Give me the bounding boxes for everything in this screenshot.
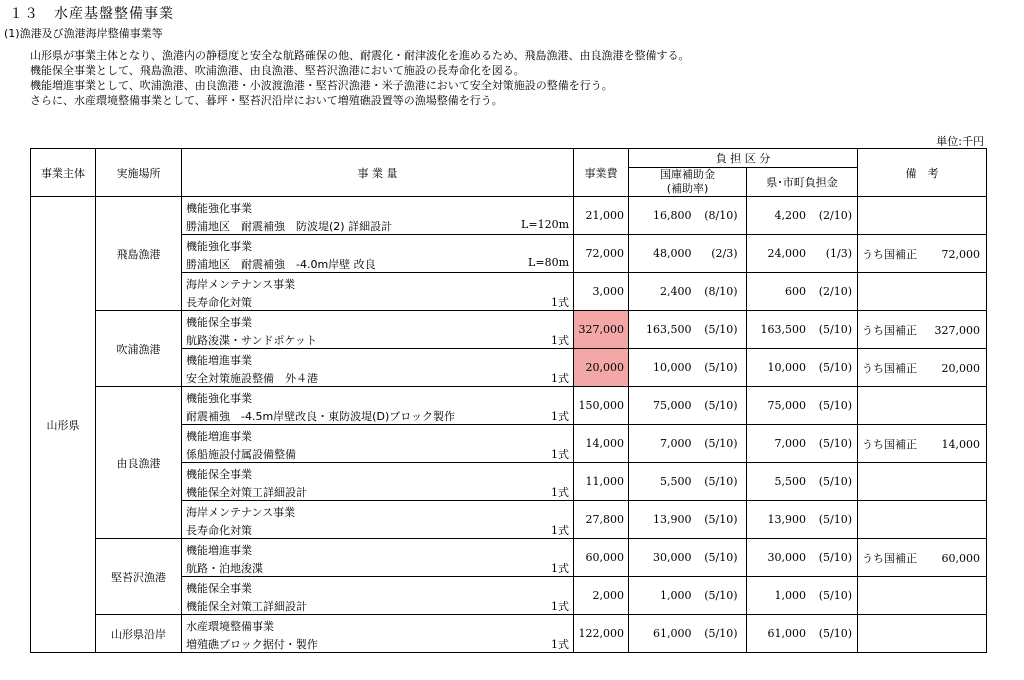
- header-prefectural: 県･市町負担金: [747, 168, 858, 197]
- remarks-label: うち国補正: [862, 551, 917, 565]
- work-quantity: L=80m: [528, 255, 569, 269]
- work-content: [182, 388, 573, 424]
- prefectural-amount: 1,000: [774, 589, 806, 602]
- work-detail: 勝浦地区 耐震補強 防波堤(2) 詳細設計: [186, 219, 393, 233]
- table-row: [31, 387, 987, 425]
- national-subsidy-cell: [629, 349, 747, 387]
- intro-line: 機能保全事業として、飛島漁港、吹浦漁港、由良漁港、堅苔沢漁港において施設の長寿命化を図る。: [30, 64, 525, 77]
- header-cost: 事業費: [574, 149, 629, 197]
- work-category: 海岸メンテナンス事業: [186, 277, 296, 291]
- national-rate: (8/10): [704, 209, 738, 222]
- prefectural-amount: 61,000: [767, 627, 806, 640]
- location-cell: 堅苔沢漁港: [96, 539, 182, 615]
- national-rate: (5/10): [704, 323, 738, 336]
- national-amount: 48,000: [653, 247, 692, 260]
- work-detail: 長寿命化対策: [186, 295, 252, 309]
- location-cell: 由良漁港: [96, 387, 182, 539]
- work-cell: [182, 311, 574, 349]
- prefectural-rate: (5/10): [818, 437, 852, 450]
- remarks-cell: [858, 615, 987, 653]
- work-cell: [182, 539, 574, 577]
- prefectural-rate: (5/10): [818, 513, 852, 526]
- national-subsidy-cell: [629, 387, 747, 425]
- national-subsidy-cell: [629, 615, 747, 653]
- prefectural-burden-cell: [747, 349, 858, 387]
- national-rate: (8/10): [704, 285, 738, 298]
- national-rate: (5/10): [704, 551, 738, 564]
- prefectural-amount: 5,500: [774, 475, 806, 488]
- work-detail: 機能保全対策工詳細設計: [186, 485, 307, 499]
- section-heading: １３ 水産基盤整備事業: [9, 6, 174, 22]
- prefectural-amount: 75,000: [767, 399, 806, 412]
- remarks-cell: [858, 235, 987, 273]
- budget-table: [30, 148, 987, 653]
- prefectural-burden-cell: [747, 577, 858, 615]
- national-rate: (2/3): [711, 247, 738, 260]
- work-category: 機能強化事業: [186, 239, 252, 253]
- table-row: [31, 615, 987, 653]
- work-cell: [182, 387, 574, 425]
- work-detail: 安全対策施設整備 外４港: [186, 371, 318, 385]
- work-cell: [182, 197, 574, 235]
- remarks-cell: [858, 197, 987, 235]
- unit-label: 単位:千円: [936, 135, 984, 148]
- work-quantity: 1式: [551, 599, 569, 613]
- prefectural-burden-cell: [747, 273, 858, 311]
- table-row: [31, 539, 987, 577]
- intro-paragraph: [30, 48, 690, 108]
- national-subsidy-cell: [629, 235, 747, 273]
- work-category: 機能増進事業: [186, 429, 252, 443]
- prefectural-rate: (2/10): [818, 285, 852, 298]
- national-subsidy-cell: [629, 273, 747, 311]
- cost-cell: 21,000: [574, 197, 629, 235]
- remarks-cell: [858, 577, 987, 615]
- remarks-cell: [858, 387, 987, 425]
- work-cell: [182, 463, 574, 501]
- national-subsidy-cell: [629, 311, 747, 349]
- section-subheading: (1)漁港及び漁港海岸整備事業等: [4, 27, 163, 40]
- prefectural-burden-cell: [747, 311, 858, 349]
- cost-cell: 150,000: [574, 387, 629, 425]
- prefectural-amount: 600: [785, 285, 806, 298]
- national-subsidy-cell: [629, 501, 747, 539]
- national-amount: 163,500: [646, 323, 692, 336]
- work-quantity: 1式: [551, 561, 569, 575]
- work-detail: 勝浦地区 耐震補強 -4.0m岸壁 改良: [186, 257, 376, 271]
- header-location: 実施場所: [96, 149, 182, 197]
- prefectural-amount: 10,000: [767, 361, 806, 374]
- header-remarks: 備 考: [858, 149, 987, 197]
- cost-cell: 2,000: [574, 577, 629, 615]
- work-category: 機能強化事業: [186, 391, 252, 405]
- cost-cell: 14,000: [574, 425, 629, 463]
- header-national: [629, 168, 747, 197]
- national-rate: (5/10): [704, 513, 738, 526]
- prefectural-amount: 13,900: [767, 513, 806, 526]
- remarks-cell: [858, 463, 987, 501]
- work-detail: 航路・泊地浚渫: [186, 561, 263, 575]
- national-subsidy-cell: [629, 425, 747, 463]
- national-subsidy-cell: [629, 539, 747, 577]
- remarks-value: 14,000: [941, 437, 980, 451]
- work-quantity: L=120m: [521, 217, 569, 231]
- work-detail: 機能保全対策工詳細設計: [186, 599, 307, 613]
- national-subsidy-cell: [629, 463, 747, 501]
- work-category: 機能保全事業: [186, 581, 252, 595]
- location-cell: 吹浦漁港: [96, 311, 182, 387]
- remarks-cell: [858, 501, 987, 539]
- work-category: 機能保全事業: [186, 315, 252, 329]
- work-cell: [182, 501, 574, 539]
- prefectural-amount: 24,000: [767, 247, 806, 260]
- work-content: [182, 198, 573, 234]
- national-amount: 13,900: [653, 513, 692, 526]
- work-category: 機能増進事業: [186, 543, 252, 557]
- work-quantity: 1式: [551, 371, 569, 385]
- national-rate: (5/10): [704, 589, 738, 602]
- national-amount: 75,000: [653, 399, 692, 412]
- cost-cell: 72,000: [574, 235, 629, 273]
- national-rate: (5/10): [704, 475, 738, 488]
- work-content: [182, 502, 573, 538]
- remarks-cell: [858, 539, 987, 577]
- national-amount: 30,000: [653, 551, 692, 564]
- remarks-label: うち国補正: [862, 247, 917, 261]
- prefectural-burden-cell: [747, 425, 858, 463]
- work-content: [182, 540, 573, 576]
- cost-cell: 60,000: [574, 539, 629, 577]
- work-content: [182, 578, 573, 614]
- intro-line: 機能増進事業として、吹浦漁港、由良漁港・小波渡漁港・堅苔沢漁港・米子漁港において安全対策施設の整備を行う。: [30, 79, 613, 92]
- work-category: 海岸メンテナンス事業: [186, 505, 296, 519]
- cost-cell: 20,000: [574, 349, 629, 387]
- prefectural-amount: 163,500: [760, 323, 806, 336]
- prefectural-rate: (5/10): [818, 475, 852, 488]
- work-content: [182, 312, 573, 348]
- work-quantity: 1式: [551, 637, 569, 651]
- remarks-value: 72,000: [941, 247, 980, 261]
- location-cell: 飛島漁港: [96, 197, 182, 311]
- prefectural-rate: (5/10): [818, 399, 852, 412]
- cost-cell: 122,000: [574, 615, 629, 653]
- work-cell: [182, 273, 574, 311]
- work-detail: 増殖礁ブロック据付・製作: [186, 637, 318, 651]
- remarks-value: 60,000: [941, 551, 980, 565]
- work-content: [182, 350, 573, 386]
- header-burden: 負 担 区 分: [629, 149, 858, 168]
- remarks-cell: [858, 311, 987, 349]
- work-quantity: 1式: [551, 447, 569, 461]
- table-row: [31, 311, 987, 349]
- work-quantity: 1式: [551, 333, 569, 347]
- prefectural-rate: (5/10): [818, 323, 852, 336]
- work-cell: [182, 425, 574, 463]
- work-content: [182, 236, 573, 272]
- work-detail: 耐震補強 -4.5m岸壁改良・東防波堤(D)ブロック製作: [186, 409, 456, 423]
- national-rate: (5/10): [704, 627, 738, 640]
- national-amount: 61,000: [653, 627, 692, 640]
- prefectural-burden-cell: [747, 197, 858, 235]
- work-quantity: 1式: [551, 485, 569, 499]
- work-cell: [182, 235, 574, 273]
- table-row: [31, 197, 987, 235]
- prefectural-burden-cell: [747, 615, 858, 653]
- work-detail: 航路浚渫・サンドポケット: [186, 333, 317, 347]
- prefectural-burden-cell: [747, 387, 858, 425]
- header-national-rate: (補助率): [666, 182, 709, 195]
- prefectural-rate: (5/10): [818, 361, 852, 374]
- header-work: 事 業 量: [182, 149, 574, 197]
- national-amount: 1,000: [660, 589, 692, 602]
- work-category: 機能増進事業: [186, 353, 252, 367]
- remarks-cell: [858, 425, 987, 463]
- header-entity: 事業主体: [31, 149, 96, 197]
- national-rate: (5/10): [704, 437, 738, 450]
- prefectural-burden-cell: [747, 539, 858, 577]
- work-cell: [182, 615, 574, 653]
- national-subsidy-cell: [629, 577, 747, 615]
- national-amount: 2,400: [660, 285, 692, 298]
- table-body: [31, 197, 987, 653]
- work-cell: [182, 577, 574, 615]
- prefectural-burden-cell: [747, 235, 858, 273]
- work-cell: [182, 349, 574, 387]
- prefectural-amount: 7,000: [774, 437, 806, 450]
- prefectural-burden-cell: [747, 463, 858, 501]
- prefectural-rate: (5/10): [818, 551, 852, 564]
- header-national-label: 国庫補助金: [660, 168, 715, 181]
- location-cell: 山形県沿岸: [96, 615, 182, 653]
- intro-line: さらに、水産環境整備事業として、暮坪・堅苔沢沿岸において増殖礁設置等の漁場整備を行う。: [30, 94, 503, 107]
- intro-line: 山形県が事業主体となり、漁港内の静穏度と安全な航路確保の他、耐震化・耐津波化を進めるため、飛島漁港、由良漁港を整備する。: [30, 49, 690, 62]
- work-content: [182, 464, 573, 500]
- entity-cell: 山形県: [31, 197, 96, 653]
- prefectural-amount: 30,000: [767, 551, 806, 564]
- national-subsidy-cell: [629, 197, 747, 235]
- remarks-cell: [858, 349, 987, 387]
- work-category: 水産環境整備事業: [186, 619, 274, 633]
- work-detail: 係船施設付属設備整備: [186, 447, 296, 461]
- national-rate: (5/10): [704, 361, 738, 374]
- work-content: [182, 274, 573, 310]
- remarks-value: 20,000: [941, 361, 980, 375]
- cost-cell: 3,000: [574, 273, 629, 311]
- prefectural-burden-cell: [747, 501, 858, 539]
- cost-cell: 27,800: [574, 501, 629, 539]
- work-category: 機能強化事業: [186, 201, 252, 215]
- prefectural-amount: 4,200: [774, 209, 806, 222]
- work-detail: 長寿命化対策: [186, 523, 252, 537]
- prefectural-rate: (1/3): [825, 247, 852, 260]
- prefectural-rate: (5/10): [818, 627, 852, 640]
- work-category: 機能保全事業: [186, 467, 252, 481]
- cost-cell: 327,000: [574, 311, 629, 349]
- cost-cell: 11,000: [574, 463, 629, 501]
- work-quantity: 1式: [551, 523, 569, 537]
- work-content: [182, 616, 573, 652]
- prefectural-rate: (2/10): [818, 209, 852, 222]
- work-quantity: 1式: [551, 409, 569, 423]
- national-amount: 7,000: [660, 437, 692, 450]
- remarks-label: うち国補正: [862, 437, 917, 451]
- prefectural-rate: (5/10): [818, 589, 852, 602]
- remarks-value: 327,000: [934, 323, 980, 337]
- national-amount: 10,000: [653, 361, 692, 374]
- remarks-label: うち国補正: [862, 361, 917, 375]
- remarks-cell: [858, 273, 987, 311]
- national-amount: 16,800: [653, 209, 692, 222]
- national-amount: 5,500: [660, 475, 692, 488]
- work-content: [182, 426, 573, 462]
- work-quantity: 1式: [551, 295, 569, 309]
- remarks-label: うち国補正: [862, 323, 917, 337]
- national-rate: (5/10): [704, 399, 738, 412]
